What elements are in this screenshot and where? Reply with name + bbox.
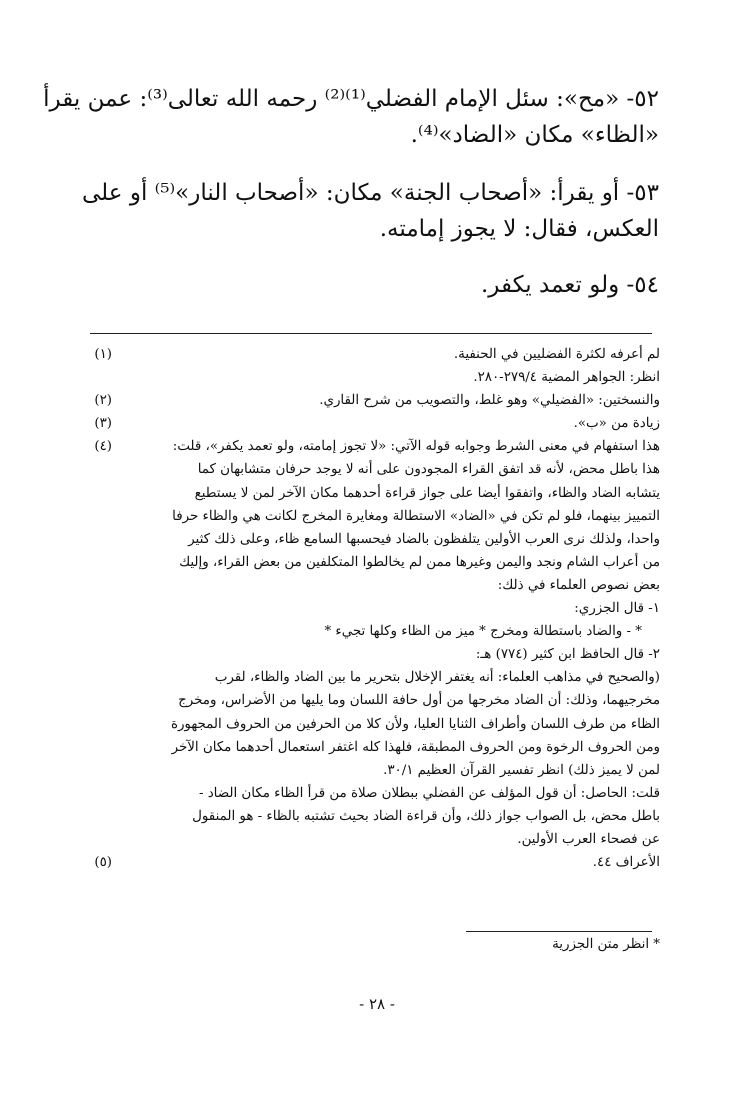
verse-line: * - والضاد باستطالة ومخرج * ميز من الظاء وكلها تجيء * [324, 624, 642, 640]
paragraph-53-line-2: العكس، فقال: لا يجوز إمامته. [379, 215, 659, 242]
star-note: * انظر متن الجزرية [552, 937, 660, 952]
footnote-4-line: من أعراب الشام ونجد واليمن وغيرها ممن لم يخالطوا المتكلفين من بعض القراء، وإليك [179, 554, 660, 570]
footnote-4 [78, 435, 660, 458]
footnote-2 [78, 389, 660, 412]
footnote-4-line: مخرجيهما، وذلك: أن الضاد مخرجها من أول حافة اللسان وما يليها من الأضراس، ومخرج [178, 693, 660, 709]
footnote-4-line: ومن الحروف الرخوة ومن الحروف المطبقة، فلهذا كله اغتفر استعمال أحدهما مكان الآخر [171, 739, 660, 755]
footnote-text: زيادة من «ب». [573, 416, 660, 432]
footnote-number: (١) [94, 347, 112, 362]
paragraph-54-line-1: ٥٤- ولو تعمد يكفر. [480, 272, 659, 298]
footnote-separator [90, 333, 652, 334]
footnote-1-line-1: لم أعرفه لكثرة الفضليين في الحنفية. [453, 347, 660, 362]
footnote-4-line: لمن لا يميز ذلك) انظر تفسير القرآن العظيم ٣٠/١. [383, 762, 660, 778]
footnote-4-line: واحدا، ولذلك نرى العرب الأولين يتلفظون بالضاد فيحسبها السامع ظاء، وعلى ذلك كثير [188, 531, 660, 547]
paragraph-52 [43, 82, 659, 153]
footnotes [78, 343, 660, 874]
paragraph-53-line-1: ٥٣- أو يقرأ: «أصحاب الجنة» مكان: «أصحاب النار»⁽⁵⁾ أو على [82, 180, 659, 206]
footnote-number: (٥) [94, 855, 112, 871]
footnote-number: (٤) [94, 439, 112, 455]
quote-heading-ibn-kathir: ٢- قال الحافظ ابن كثير (٧٧٤) هـ: [475, 647, 660, 663]
paragraph-54 [481, 268, 659, 304]
footnote-4-line: (والصحيح في مذاهب العلماء: أنه يغتفر الإخلال بتحرير ما بين الضاد والظاء، لقرب [214, 670, 660, 686]
footnote-text [112, 435, 660, 458]
footnote-text: الأعراف ٤٤. [592, 855, 660, 871]
footnote-4-line: عن فصحاء العرب الأولين. [517, 831, 660, 847]
footnote-3 [78, 412, 660, 435]
page-number: - ٢٨ - [359, 995, 395, 1013]
footnote-4-line: باطل محض، بل الصواب جواز ذلك، وأن قراءة الضاد بحيث تشتبه بالظاء - هو المنقول [192, 808, 660, 824]
footnote-4-line: الظاء من طرف اللسان وأطراف الثنايا العليا، ولأن كلا من الحرفين من الحروف المجهورة [170, 716, 660, 732]
footnote-4-line: التمييز بينهما، فلو لم تكن في «الضاد» الاستطالة ومغايرة المخرج لكانت هي والظاء حرفا [172, 508, 660, 524]
paragraph-52-line-1: ٥٢- «مح»: سئل الإمام الفضلي⁽¹⁾⁽²⁾ رحمه الله تعالى⁽³⁾: عمن يقرأ [43, 86, 659, 112]
footnote-text [112, 343, 660, 389]
footnote-number: (٢) [94, 393, 112, 409]
footnote-4-line: هذا استفهام في معنى الشرط وجوابه قوله الآتي: «لا تجوز إمامته، ولو تعمد يكفر»، قلت: [172, 439, 660, 455]
footnote-4-line: بعض نصوص العلماء في ذلك: [497, 577, 660, 593]
quote-heading-jazari: ١- قال الجزري: [574, 601, 660, 617]
footnote-1-line-2: انظر: الجواهر المضية ٢٧٩/٤-٢٨٠. [473, 370, 660, 386]
footnote-1 [78, 343, 660, 389]
footnote-number: (٣) [94, 416, 112, 432]
footnote-text: والنسختين: «الفضيلي» وهو غلط، والتصويب من شرح القاري. [319, 393, 660, 409]
paragraph-52-line-2: «الظاء» مكان «الضاد»⁽⁴⁾. [410, 121, 659, 148]
footnote-4-line: هذا باطل محض، لأنه قد اتفق القراء المجودون على أنه لا يوجد حرفان متشابهان كما [197, 462, 660, 478]
footnote-4-line: قلت: الحاصل: أن قول المؤلف عن الفضلي ببطلان صلاة من قرأ الظاء مكان الضاد - [198, 785, 660, 801]
footnote-4-line: يتشابه الضاد والظاء، واتفقوا أيضا على جواز قراءة أحدهما مكان الآخر لمن لا يستطيع [194, 485, 660, 501]
paragraph-53 [82, 176, 659, 247]
secondary-note-separator [466, 931, 652, 932]
footnote-5 [78, 851, 660, 874]
